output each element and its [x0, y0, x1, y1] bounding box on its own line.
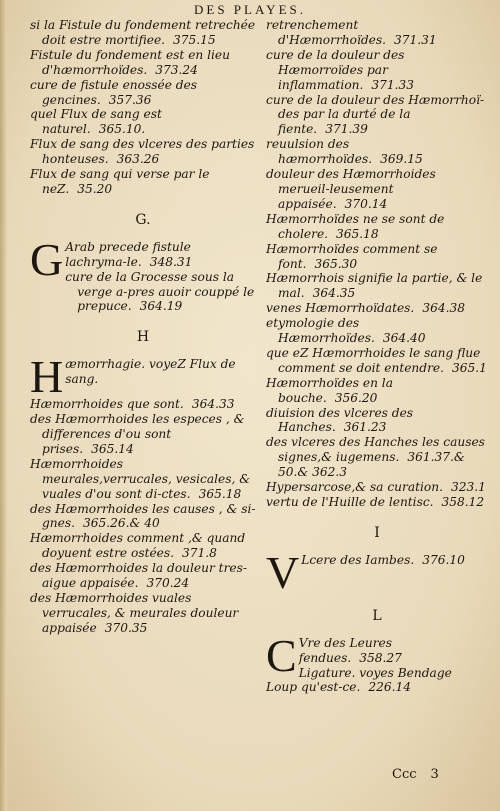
index-entry: etymologie des Hæmorrhoïdes. 364.40: [266, 316, 426, 346]
index-entry: douleur des Hæmorrhoides merueil-leusement appaisée. 370.14: [266, 167, 436, 211]
index-entry: quel Flux de sang est naturel. 365.10.: [30, 107, 162, 137]
index-entry: Fistule du fondement est en lieu d'hæmorrhoïdes. 373.24: [30, 47, 230, 77]
signature-number: 3: [430, 767, 439, 782]
signature-mark: [392, 767, 453, 782]
index-entry: diuision des vlceres des Hanches. 361.23: [266, 405, 414, 435]
drop-cap-c: C: [266, 629, 297, 681]
left-column: [30, 18, 256, 636]
index-entry: des Hæmorrhoides vuales verrucales, & meurales douleur appaisée 370.35: [30, 591, 239, 635]
index-entry: Hæmorrhoïdes comment se font. 365.30: [266, 241, 438, 271]
drop-cap-entry-h: [30, 351, 256, 403]
index-entry: Loup qu'est-ce. 226.14: [266, 680, 412, 695]
running-head: DES PLAYES.: [194, 2, 306, 17]
index-entry: æmorrhagie. voyeZ Flux de sang.: [65, 357, 236, 387]
section-letter-l: L: [372, 607, 382, 624]
index-entry: Ligature. voyes Bendage: [298, 665, 452, 680]
index-entry: cure de fistule enossée des gencines. 357.36: [30, 77, 198, 107]
drop-cap-h: H: [30, 351, 64, 403]
index-entry: Hæmorrhoïdes ne se sont de cholere. 365.18: [266, 211, 445, 241]
right-column: [266, 18, 488, 695]
section-letter-i: I: [374, 524, 380, 541]
index-entry: que eZ Hæmorrhoides le sang flue comment se doit entendre. 365.1: [266, 345, 487, 375]
index-entry: Hæmorrhoides meurales,verrucales, vesicales, & vuales d'ou sont di-ctes. 365.18: [30, 456, 251, 501]
index-entry: Hypersarcose,& sa curation. 323.1: [266, 480, 486, 495]
drop-cap-g: G: [30, 233, 64, 285]
index-entry: Arab precede fistule lachryma-le. 348.31: [65, 239, 193, 269]
index-entry: Lcere des Iambes. 376.10: [301, 552, 465, 567]
signature-letters: Ccc: [392, 767, 417, 782]
index-entry: venes Hæmorrhoïdates. 364.38: [266, 301, 465, 316]
index-entry: Flux de sang qui verse par le neZ. 35.20: [30, 167, 210, 196]
drop-cap-entry-g: [30, 233, 256, 315]
index-entry: Vre des Leures fendues. 358.27: [298, 635, 402, 665]
index-entry: des Hæmorrhoides les causes , & si-gnes. 365.26.& 40: [30, 501, 256, 531]
index-entry: des Hæmorrhoides les especes , & differences d'ou sont prises. 365.14: [30, 412, 245, 456]
index-entry: des vlceres des Hanches les causes signes,& iugemens. 361.37.& 50.& 362.3: [266, 435, 485, 480]
index-entry: retrenchement d'Hæmorrhoïdes. 371.31: [266, 18, 437, 47]
index-entry: Hæmorrhoides comment ,& quand doyuent estre ostées. 371.8: [30, 531, 246, 561]
section-letter-h: H: [136, 329, 150, 346]
drop-cap-v: V: [266, 546, 300, 598]
drop-cap-entry-l: [266, 629, 488, 681]
index-entry: cure de la douleur des Hæmorroïdes par inflammation. 371.33: [266, 47, 415, 92]
index-entry: reuulsion des hæmorrhoïdes. 369.15: [266, 137, 423, 167]
index-entry: cure de la Grocesse sous la verge a-pres auoir couppé le prepuce. 364.19: [65, 269, 255, 314]
index-entry: des Hæmorrhoides la douleur tres-aigue appaisée. 370.24: [30, 561, 247, 591]
index-entry: cure de la douleur des Hæmorrhoï-des par la durté de la fiente. 371.39: [266, 92, 485, 137]
index-entry: Hæmorrhoïdes en la bouche. 356.20: [266, 375, 393, 405]
drop-cap-entry-i: [266, 546, 488, 598]
index-entry: Flux de sang des vlceres des parties honteuses. 363.26: [30, 137, 255, 167]
index-entry: vertu de l'Huille de lentisc. 358.12: [266, 495, 485, 509]
index-entry: si la Fistule du fondement retrechée doit estre mortifiee. 375.15: [30, 18, 256, 47]
section-letter-g: G.: [135, 211, 151, 228]
page-edge-left: [0, 0, 7, 811]
index-entry: Hæmorrhoides que sont. 364.33: [30, 397, 235, 412]
index-entry: Hæmorrhois signifie la partie, & le mal. 364.35: [266, 271, 483, 301]
